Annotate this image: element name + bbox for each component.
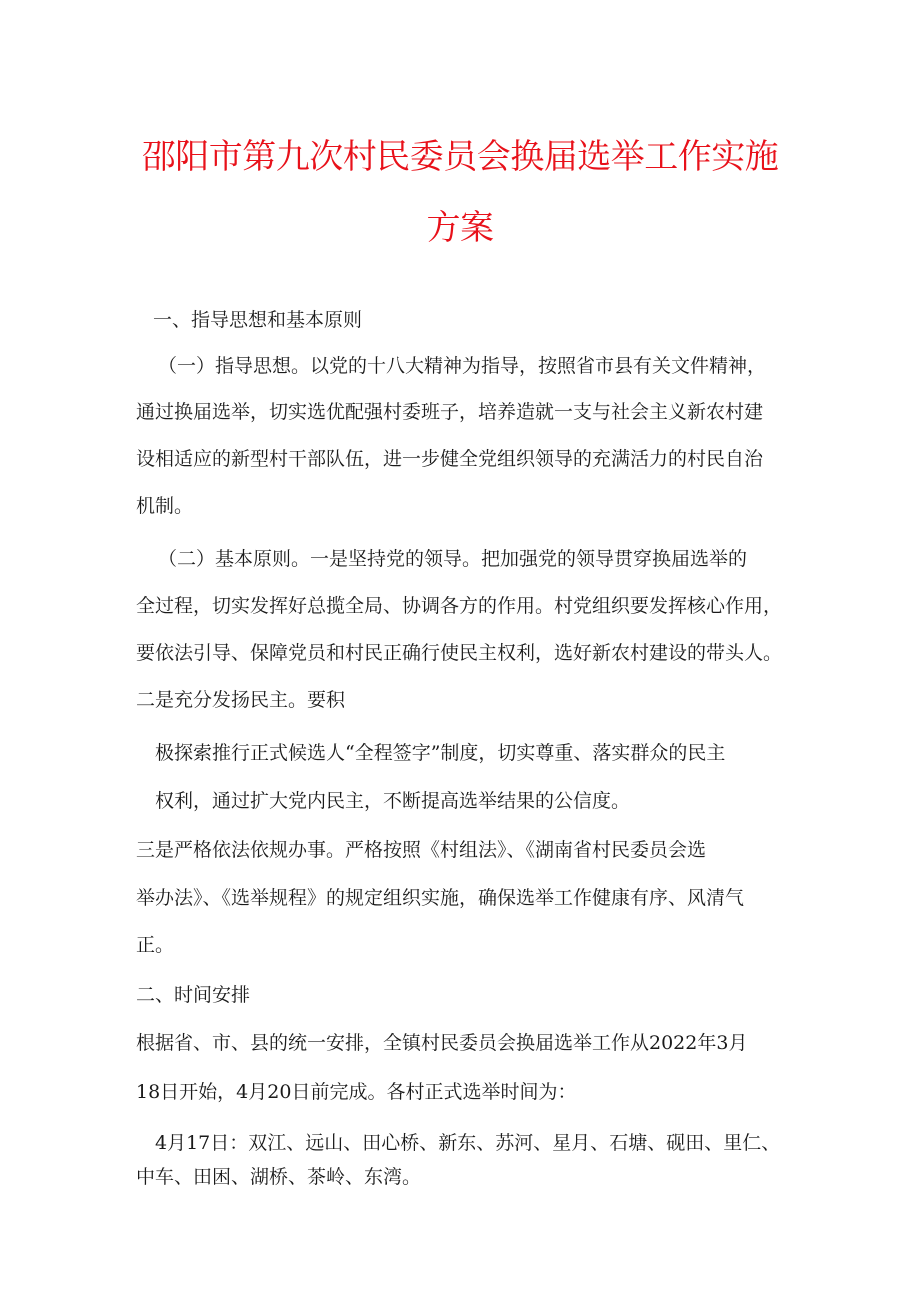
paragraph-6-line-1: 4月17日：双江、远山、田心桥、新东、苏河、星月、石塘、砚田、里仁、 <box>155 1132 781 1154</box>
paragraph-2-line-3: 要依法引导、保障党员和村民正确行使民主权利，选好新农村建设的带头人。 <box>136 642 783 664</box>
paragraph-1-line-2: 通过换届选举，切实选优配强村委班子，培养造就一支与社会主义新农村建 <box>136 401 764 423</box>
document-title-line-2: 方案 <box>426 208 494 248</box>
paragraph-3-line-1: 极探索推行正式候选人“全程签字”制度，切实尊重、落实群众的民主 <box>155 742 726 764</box>
paragraph-2-line-2: 全过程，切实发挥好总揽全局、协调各方的作用。村党组织要发挥核心作用， <box>136 595 783 617</box>
paragraph-1-line-4: 机制。 <box>136 495 194 517</box>
paragraph-6-line-2: 中车、田困、湖桥、茶岭、东湾。 <box>136 1166 422 1188</box>
section-1-heading: 一、指导思想和基本原则 <box>153 309 363 331</box>
paragraph-5-line-2: 18日开始，4月20日前完成。各村正式选举时间为： <box>136 1081 577 1103</box>
section-2-heading: 二、时间安排 <box>136 984 251 1006</box>
paragraph-4-line-2: 举办法》、《选举规程》的规定组织实施，确保选举工作健康有序、风清气 <box>136 887 745 909</box>
paragraph-1-line-3: 设相适应的新型村干部队伍，进一步健全党组织领导的充满活力的村民自治 <box>136 448 764 470</box>
paragraph-1-line-1: （一）指导思想。以党的十八大精神为指导，按照省市县有关文件精神， <box>158 355 767 377</box>
paragraph-5-line-1: 根据省、市、县的统一安排，全镇村民委员会换届选举工作从2022年3月 <box>136 1032 748 1054</box>
paragraph-4-line-3: 正。 <box>136 934 175 956</box>
paragraph-2-line-1: （二）基本原则。一是坚持党的领导。把加强党的领导贯穿换届选举的 <box>158 548 748 570</box>
document-title-line-1: 邵阳市第九次村民委员会换届选举工作实施 <box>141 137 779 177</box>
paragraph-3-line-2: 权利，通过扩大党内民主，不断提高选举结果的公信度。 <box>155 790 631 812</box>
paragraph-4-line-1: 三是严格依法依规办事。严格按照《村组法》、《湖南省村民委员会选 <box>136 839 707 861</box>
paragraph-2-line-4: 二是充分发扬民主。要积 <box>136 689 346 711</box>
